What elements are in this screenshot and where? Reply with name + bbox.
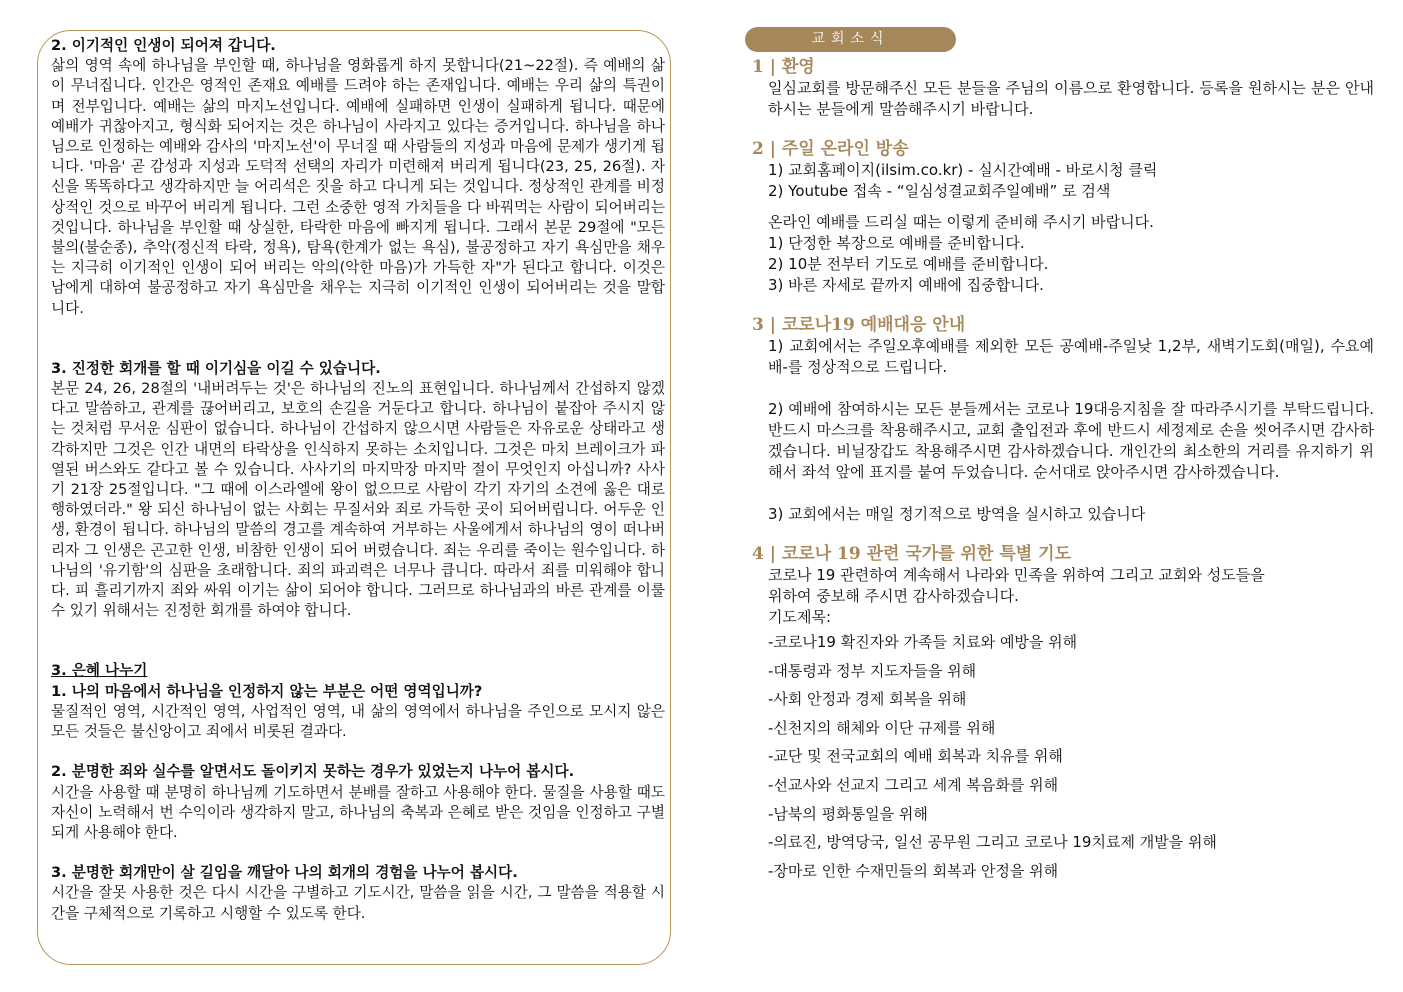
online-item: 1) 교회홈페이지(ilsim.co.kr) - 실시간예배 - 바로시청 클릭 [768, 161, 1158, 179]
prayer-item: -교단 및 전국교회의 예배 회복과 치유를 위해 [768, 747, 1063, 766]
prayer-intro: 위하여 중보해 주시면 감사하겠습니다. [768, 587, 1019, 605]
corona-item-2: 2) 예배에 참여하시는 모든 분들께서는 코로나 19대응지침을 잘 따라주시기를 부탁드립니다. 반드시 마스크를 착용해주시고, 교회 출입전과 후에 반드시 세정제로 손을 씻어주시면 감사하겠습니다. 비닐장갑도 착용해주시면 감사하겠습니다. 개인간의 최소한의 거리를 유지하기 위해서 좌석 앞에 표지를 붙여 두었습니다. 순서대로 앉아주시면 감사하겠습니다. [768, 400, 1374, 481]
prayer-item: -코로나19 확진자와 가족들 치료와 예방을 위해 [768, 633, 1078, 651]
point-2-body: 삶의 영역 속에 하나님을 부인할 때, 하나님을 영화롭게 하지 못합니다(21~22절). 즉 예배의 삶이 무너집니다. 인간은 영적인 존재요 예배를 드려야 하는 존재입니다. 예배는 우리 삶의 특권이며 전부입니다. 예배는 삶의 마지노선입니다. 예배에 실패하면 인생이 실패하게 됩니다. 때문에 예배가 귀찮아지고, 형식화 되어지는 것은 하나님이 사라지고 있다는 증거입니다. 하나님을 하나님으로 인정하는 예배와 감사의 '마지노선'이 무너질 때 사람들의 지성과 마음에 문제가 생기게 됩니다. '마음' 곧 감성과 지성과 도덕적 선택의 자리가 미련해져 버리게 됩니다(23, 25, 26절). 자신을 똑똑하다고 생각하지만 늘 어리석은 짓을 하고 다니게 되는 것입니다. 정상적인 관계를 비정상적인 것으로 바꾸어 버리게 됩니다. 그런 소중한 영적 가치들을 다 바꿔먹는 사람이 되어버리는 것입니다. 하나님을 부인할 때 상실한, 타락한 마음에 빠지게 됩니다. 그래서 본문 29절에 "모든 불의(불순종), 추악(정신적 타락, 정욕), 탐욕(한계가 없는 욕심), 불공정하고 자기 욕심만을 채우는 지극히 이기적인 인생이 되어 버리는 악의(악한 마음)가 가득한 자"가 된다고 합니다. 이것은 남에게 대하여 불공정하고 자기 욕심만을 채우는 지극히 이기적인 인생이 되어버리는 것을 말합니다. [51, 57, 665, 317]
point-3-body: 본문 24, 26, 28절의 '내버려두는 것'은 하나님의 진노의 표현입니다. 하나님께서 간섭하지 않겠다고 말씀하고, 관계를 끊어버리고, 보호의 손길을 거둔다고 합니다. 하나님이 붙잡아 주시지 않는 것처럼 무서운 심판이 없습니다. 하나님이 간섭하지 않으시면 사람들은 자유로운 상태라고 생각하지만 그것은 인간 내면의 타락상을 인식하지 못하는 소치입니다. 그것은 마치 브레이크가 파열된 버스와도 같다고 볼 수 있습니다. 사사기의 마지막장 마지막 절이 무엇인지 아십니까? 사사기 21장 25절입니다. "그 때에 이스라엘에 왕이 없으므로 사람이 각기 자기의 소견에 옳은 대로 행하였더라." 왕 되신 하나님이 없는 사회는 무질서와 죄로 가득한 곳이 되어버립니다. 어두운 인생, 환경이 됩니다. 하나님의 말씀의 경고를 계속하여 거부하는 사울에게서 하나님의 영이 떠나버리자 그 인생은 곤고한 인생, 비참한 인생이 되어 버렸습니다. 죄는 우리를 죽이는 원수입니다. 하나님의 '유기함'의 심판을 초래합니다. 죄의 파괴력은 너무나 큽니다. 따라서 죄를 미워해야 합니다. 피 흘리기까지 죄와 싸워 이기는 삶이 되어야 합니다. 그러므로 하나님과의 바른 관계를 이룰 수 있기 위해서는 진정한 회개를 하여야 합니다. [51, 380, 665, 620]
prayer-item: -선교사와 선교지 그리고 세계 복음화를 위해 [768, 775, 1059, 794]
sermon-notes [51, 36, 665, 924]
welcome-body: 일심교회를 방문해주신 모든 분들을 주님의 이름으로 환영합니다. 등록을 원하시는 분은 안내하시는 분들에게 말씀해주시기 바랍니다. [768, 79, 1374, 118]
prayer-item: -장마로 인한 수재민들의 회복과 안정을 위해 [768, 861, 1059, 880]
welcome-title: 1 | 환영 [752, 57, 815, 77]
online-prep-item: 2) 10분 전부터 기도로 예배를 준비합니다. [768, 255, 1049, 273]
online-prep-item: 3) 바른 자세로 끝까지 예배에 집중합니다. [768, 276, 1044, 294]
corona-item-3: 3) 교회에서는 매일 정기적으로 방역을 실시하고 있습니다 [768, 505, 1146, 523]
prayer-item: -남북의 평화통일을 위해 [768, 804, 928, 823]
question-1-body: 물질적인 영역, 시간적인 영역, 사업적인 영역, 내 삶의 영역에서 하나님을 주인으로 모시지 않은 모든 것들은 불신앙이고 죄에서 비롯된 결과다. [51, 702, 665, 741]
sharing-title: 3. 은혜 나누기 [51, 662, 148, 680]
online-title: 2 | 주일 온라인 방송 [752, 139, 909, 159]
church-news [752, 56, 1374, 885]
point-2-title: 2. 이기적인 인생이 되어져 갑니다. [51, 37, 276, 54]
prayer-item: -의료진, 방역당국, 일선 공무원 그리고 코로나 19치료제 개발을 위해 [768, 833, 1217, 852]
question-3-title: 3. 분명한 회개만이 살 길임을 깨달아 나의 회개의 경험을 나누어 봅시다. [51, 864, 518, 882]
question-1-title: 1. 나의 마음에서 하나님을 인정하지 않는 부분은 어떤 영역입니까? [51, 682, 483, 700]
church-news-label: 교회소식 [745, 27, 956, 52]
corona-title: 3 | 코로나19 예배대응 안내 [752, 315, 966, 335]
point-3-title: 3. 진정한 회개를 할 때 이기심을 이길 수 있습니다. [51, 359, 381, 377]
corona-item-1: 1) 교회에서는 주일오후예배를 제외한 모든 공예배-주일낮 1,2부, 새벽기도회(매일), 수요예배-를 정상적으로 드립니다. [768, 337, 1374, 376]
prayer-title: 4 | 코로나 19 관련 국가를 위한 특별 기도 [752, 544, 1071, 564]
online-prep-intro: 온라인 예배를 드리실 때는 이렇게 준비해 주시기 바랍니다. [768, 213, 1154, 231]
online-prep-item: 1) 단정한 복장으로 예배를 준비합니다. [768, 234, 1025, 252]
prayer-item: -사회 안정과 경제 회복을 위해 [768, 690, 967, 709]
question-2-title: 2. 분명한 죄와 실수를 알면서도 돌이키지 못하는 경우가 있었는지 나누어 봅시다. [51, 763, 575, 781]
question-2-body: 시간을 사용할 때 분명히 하나님께 기도하면서 분배를 잘하고 사용해야 한다. 물질을 사용할 때도 자신이 노력해서 번 수익이라 생각하지 말고, 하나님의 축복과 은혜로 받은 것임을 인정하고 구별되게 사용해야 한다. [51, 783, 665, 841]
prayer-topics-label: 기도제목: [768, 608, 832, 626]
prayer-item: -신천지의 해체와 이단 규제를 위해 [768, 718, 996, 737]
prayer-item: -대통령과 정부 지도자들을 위해 [768, 661, 977, 680]
question-3-body: 시간을 잘못 사용한 것은 다시 시간을 구별하고 기도시간, 말씀을 읽을 시간, 그 말씀을 적용할 시간을 구체적으로 기록하고 시행할 수 있도록 한다. [51, 884, 665, 922]
online-item: 2) Youtube 접속 - “일심성결교회주일예배” 로 검색 [768, 182, 1111, 200]
prayer-intro: 코로나 19 관련하여 계속해서 나라와 민족을 위하여 그리고 교회와 성도들을 [768, 566, 1265, 584]
